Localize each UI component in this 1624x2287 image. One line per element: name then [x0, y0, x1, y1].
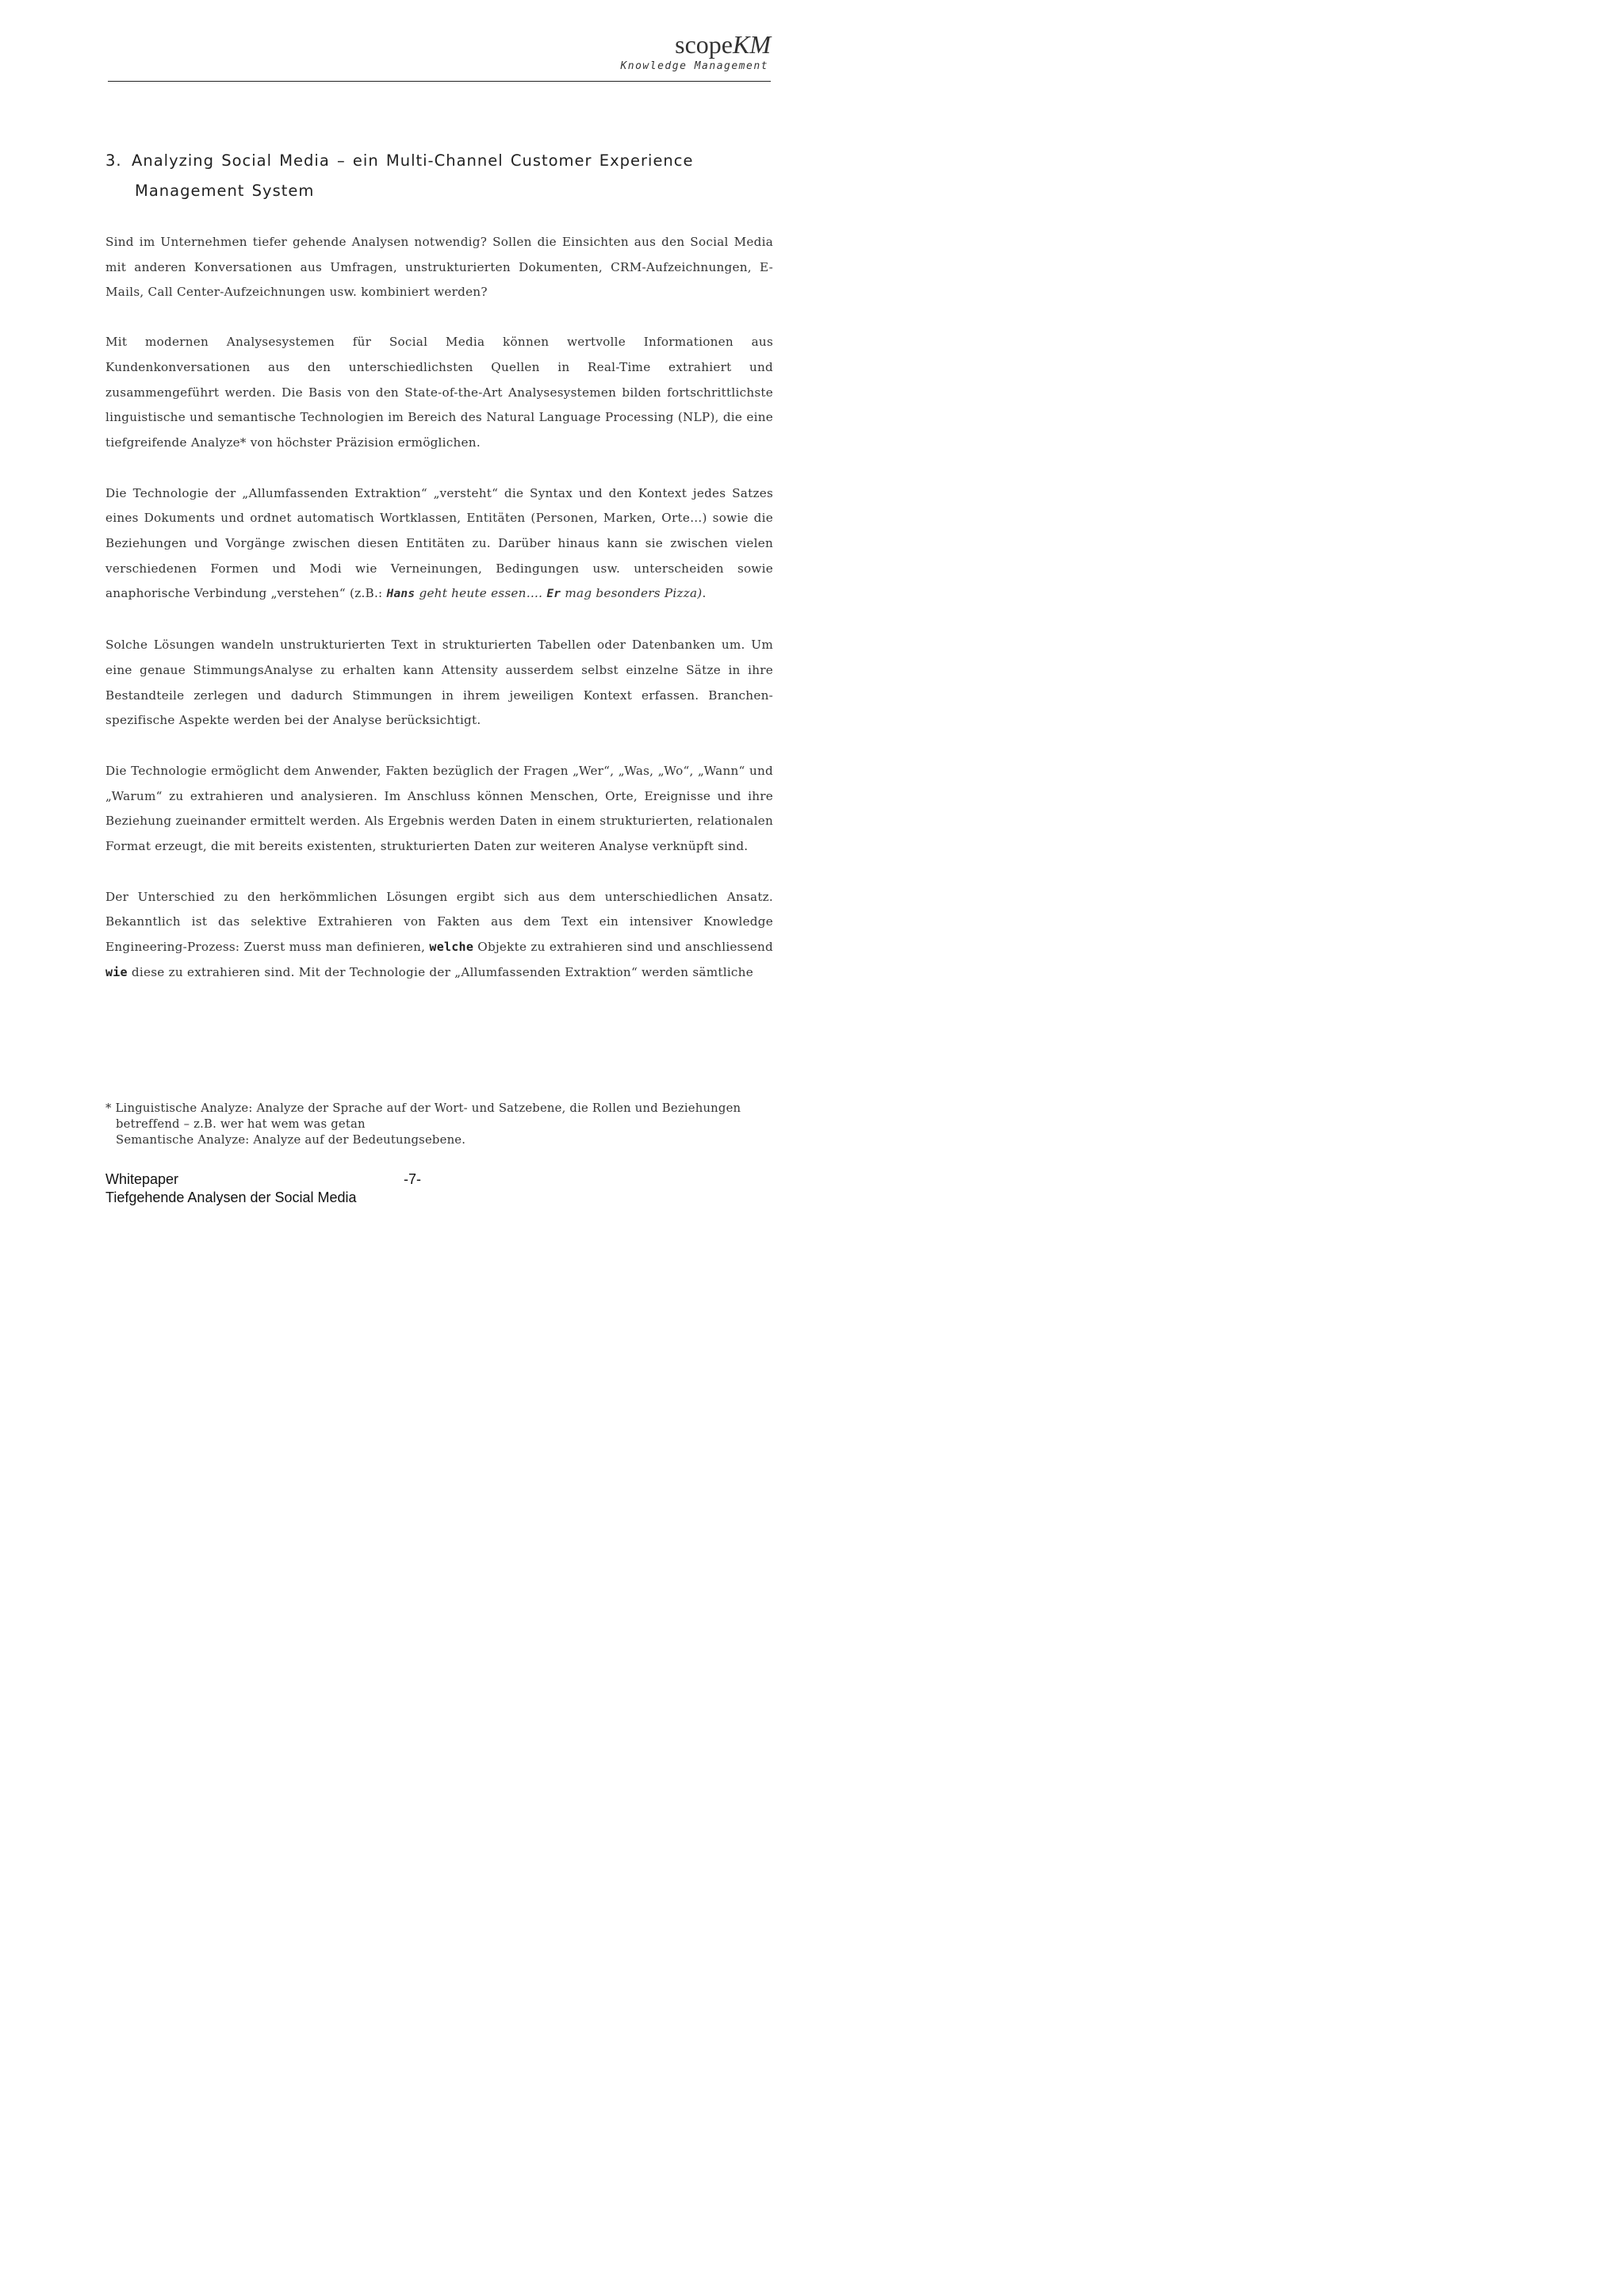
- footer-doc-title: Tiefgehende Analysen der Social Media: [105, 1189, 357, 1205]
- footer-doc-type: Whitepaper: [105, 1171, 179, 1187]
- body-text: [105, 230, 773, 1011]
- paragraph-6-text-2: Objekte zu extrahieren sind und anschliessend: [473, 940, 773, 955]
- footnote: [105, 1101, 787, 1148]
- logo-main-text: scope: [675, 30, 733, 59]
- section-number: 3.: [105, 151, 122, 170]
- section-title-line2: Management System: [135, 182, 315, 200]
- page-footer: [105, 1170, 772, 1207]
- paragraph-6-text-3: diese zu extrahieren sind. Mit der Technologie der „Allumfassenden Extraktion“ werden sämtliche: [127, 964, 753, 979]
- page-header: [108, 29, 771, 82]
- logo-wordmark: [620, 29, 771, 60]
- section-heading-line1: [105, 146, 772, 176]
- paragraph-6-text: Der Unterschied zu den herkömmlichen Lösungen ergibt sich aus dem unterschiedlichen Ansatz. Bekanntlich ist das selektive Extrahieren von Fakten aus dem Text ein intensiver Knowledge Engineering-Prozess: Zuerst muss man definieren,: [105, 889, 773, 955]
- example-text-1: geht heute essen….: [415, 586, 547, 601]
- page-number: -7-: [404, 1171, 421, 1187]
- logo-km-text: KM: [733, 30, 771, 59]
- logo-tagline: Knowledge Management: [620, 60, 768, 72]
- emphasis-wie: wie: [105, 964, 128, 979]
- emphasis-welche: welche: [429, 940, 474, 955]
- paragraph-3-text: Die Technologie der „Allumfassenden Extraktion“ „versteht“ die Syntax und den Kontext jedes Satzes eines Dokuments und ordnet automatisch Wortklassen, Entitäten (Personen, Marken, Orte…) sowie die Beziehungen und Vorgänge zwischen diesen Entitäten zu. Darüber hinaus kann sie zwischen vielen verschiedenen Formen und Modi wie Verneinungen, Bedingungen usw. unterscheiden sowie anaphorische Verbindung „verstehen“ (z.B.:: [105, 485, 773, 601]
- paragraph-5: Die Technologie ermöglicht dem Anwender, Fakten bezüglich der Fragen „Wer“, „Was, „Wo“, „Wann“ und „Warum“ zu extrahieren und analysieren. Im Anschluss können Menschen, Orte, Ereignisse und ihre Beziehung zueinander ermittelt werden. Als Ergebnis werden Daten in einem strukturierten, relationalen Format erzeugt, die mit bereits existenten, strukturierten Daten zur weiteren Analyse verknüpft sind.: [105, 763, 773, 854]
- paragraph-1: Sind im Unternehmen tiefer gehende Analysen notwendig? Sollen die Einsichten aus den Social Media mit anderen Konversationen aus Umfragen, unstrukturierten Dokumenten, CRM-Aufzeichnungen, E-Mails, Call Center-Aufzeichnungen usw. kombiniert werden?: [105, 235, 773, 300]
- example-hans: Hans: [386, 588, 416, 601]
- example-text-2: mag besonders Pizza): [561, 586, 703, 601]
- paragraph-4: Solche Lösungen wandeln unstrukturierten Text in strukturierten Tabellen oder Datenbanken um. Um eine genaue StimmungsAnalyse zu erhalten kann Attensity ausserdem selbst einzelne Sätze in ihre Bestandteile zerlegen und dadurch Stimmungen in ihrem jeweiligen Kontext erfassen. Branchen-spezifische Aspekte werden bei der Analyse berücksichtigt.: [105, 638, 773, 728]
- paragraph-3: [105, 481, 773, 608]
- paragraph-2: Mit modernen Analysesystemen für Social Media können wertvolle Informationen aus Kundenkonversationen aus den unterschiedlichsten Quellen in Real-Time extrahiert und zusammengeführt werden. Die Basis von den State-of-the-Art Analysesystemen bilden fortschrittlichste linguistische und semantische Technologien im Bereich des Natural Language Processing (NLP), die eine tiefgreifende Analyze* von höchster Präzision ermöglichen.: [105, 335, 773, 450]
- footnote-line-3: Semantische Analyze: Analyze auf der Bedeutungsebene.: [116, 1133, 466, 1147]
- scopekm-logo: [620, 29, 771, 72]
- paragraph-6: [105, 885, 773, 986]
- example-er: Er: [546, 588, 561, 601]
- paragraph-3-end: .: [702, 586, 707, 601]
- section-heading: [105, 146, 772, 206]
- footnote-line-2: betreffend – z.B. wer hat wem was getan: [116, 1117, 366, 1131]
- section-title-line1: Analyzing Social Media – ein Multi-Channel Customer Experience: [132, 151, 694, 170]
- footnote-line-1: * Linguistische Analyze: Analyze der Sprache auf der Wort- und Satzebene, die Rollen und Beziehungen: [105, 1101, 741, 1115]
